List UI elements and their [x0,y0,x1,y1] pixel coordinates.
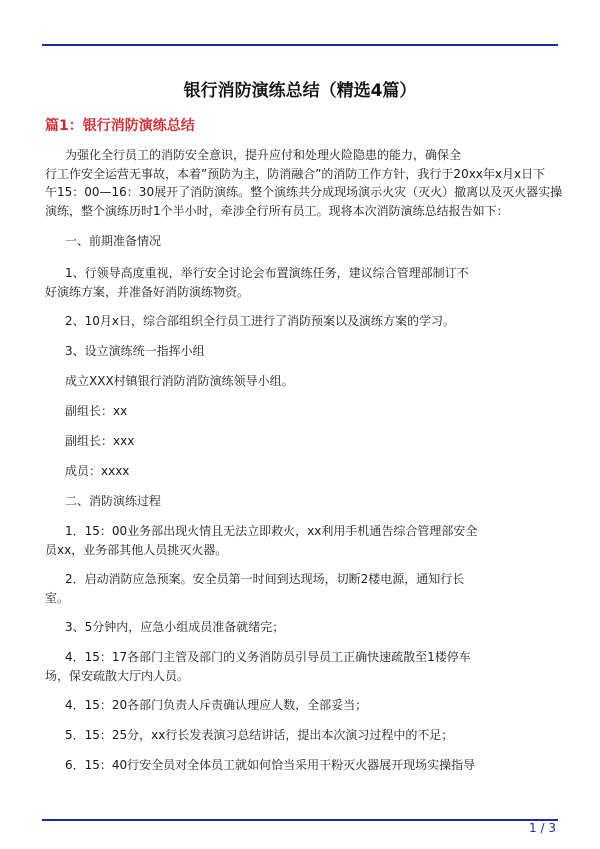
deputy-leader-2: 副组长：xxx [65,434,135,448]
paragraph-2: 2、10月x日，综合部组织全行员工进行了消防预案以及演练方案的学习。 [65,314,456,328]
paragraph-3: 3、设立演练统一指挥小组 [65,344,205,358]
document-title: 银行消防演练总结（精选4篇） [183,81,417,101]
page-indicator: 1 / 3 [529,821,556,835]
heading-drill-process: 二、消防演练过程 [65,494,162,508]
step-4: 4．15：17各部门主管及部门的义务消防员引导员工正确快速疏散至1楼停车 场，保安疏散大厅内人员。 [45,650,471,683]
members: 成员：xxxx [65,464,130,478]
step-2: 2．启动消防应急预案。安全员第一时间到达现场，切断2楼电源，通知行长 室。 [45,572,465,605]
paragraph-1: 1、行领导高度重视，举行安全讨论会布置演练任务，建议综合管理部制订不 好演练方案，并准备好消防演练物资。 [45,266,469,299]
step-3: 3、5分钟内，应急小组成员准备就绪完； [65,620,285,634]
header-rule [42,44,558,46]
deputy-leader-1: 副组长：xx [65,404,128,418]
step-6: 5．15：25分，xx行长发表演习总结讲话，提出本次演习过程中的不足； [65,728,454,742]
paragraph-4: 成立XXX村镇银行消防消防演练领导小组。 [65,374,294,388]
footer-rule [42,819,558,821]
step-7: 6．15：40行安全员对全体员工就如何恰当采用干粉灭火器展开现场实操指导 [65,758,476,772]
intro-paragraph: 为强化全行员工的消防安全意识，提升应付和处理火险隐患的能力，确保全 行工作安全运营无事故，本着”预防为主，防消融合”的消防工作方针，我行于20xx年x月x日下 午15：00—16：30展开了消防演练。整个演练共分成现场演示火灾（灭火）撤离以及灭火器实操 演练，整个演练历时1个半小时，牵涉全行所有员工。现将本次消防演练总结报告如下： [45,148,563,218]
step-5: 4．15：20各部门负责人斥责确认理应人数，全部妥当； [65,698,368,712]
step-1: 1．15：00业务部出现火情且无法立即救火，xx利用手机通告综合管理部安全 员xx，业务部其他人员挑灭火器。 [45,524,478,557]
section-heading: 篇1：银行消防演练总结 [45,118,195,134]
heading-preparation: 一、前期准备情况 [65,234,162,248]
